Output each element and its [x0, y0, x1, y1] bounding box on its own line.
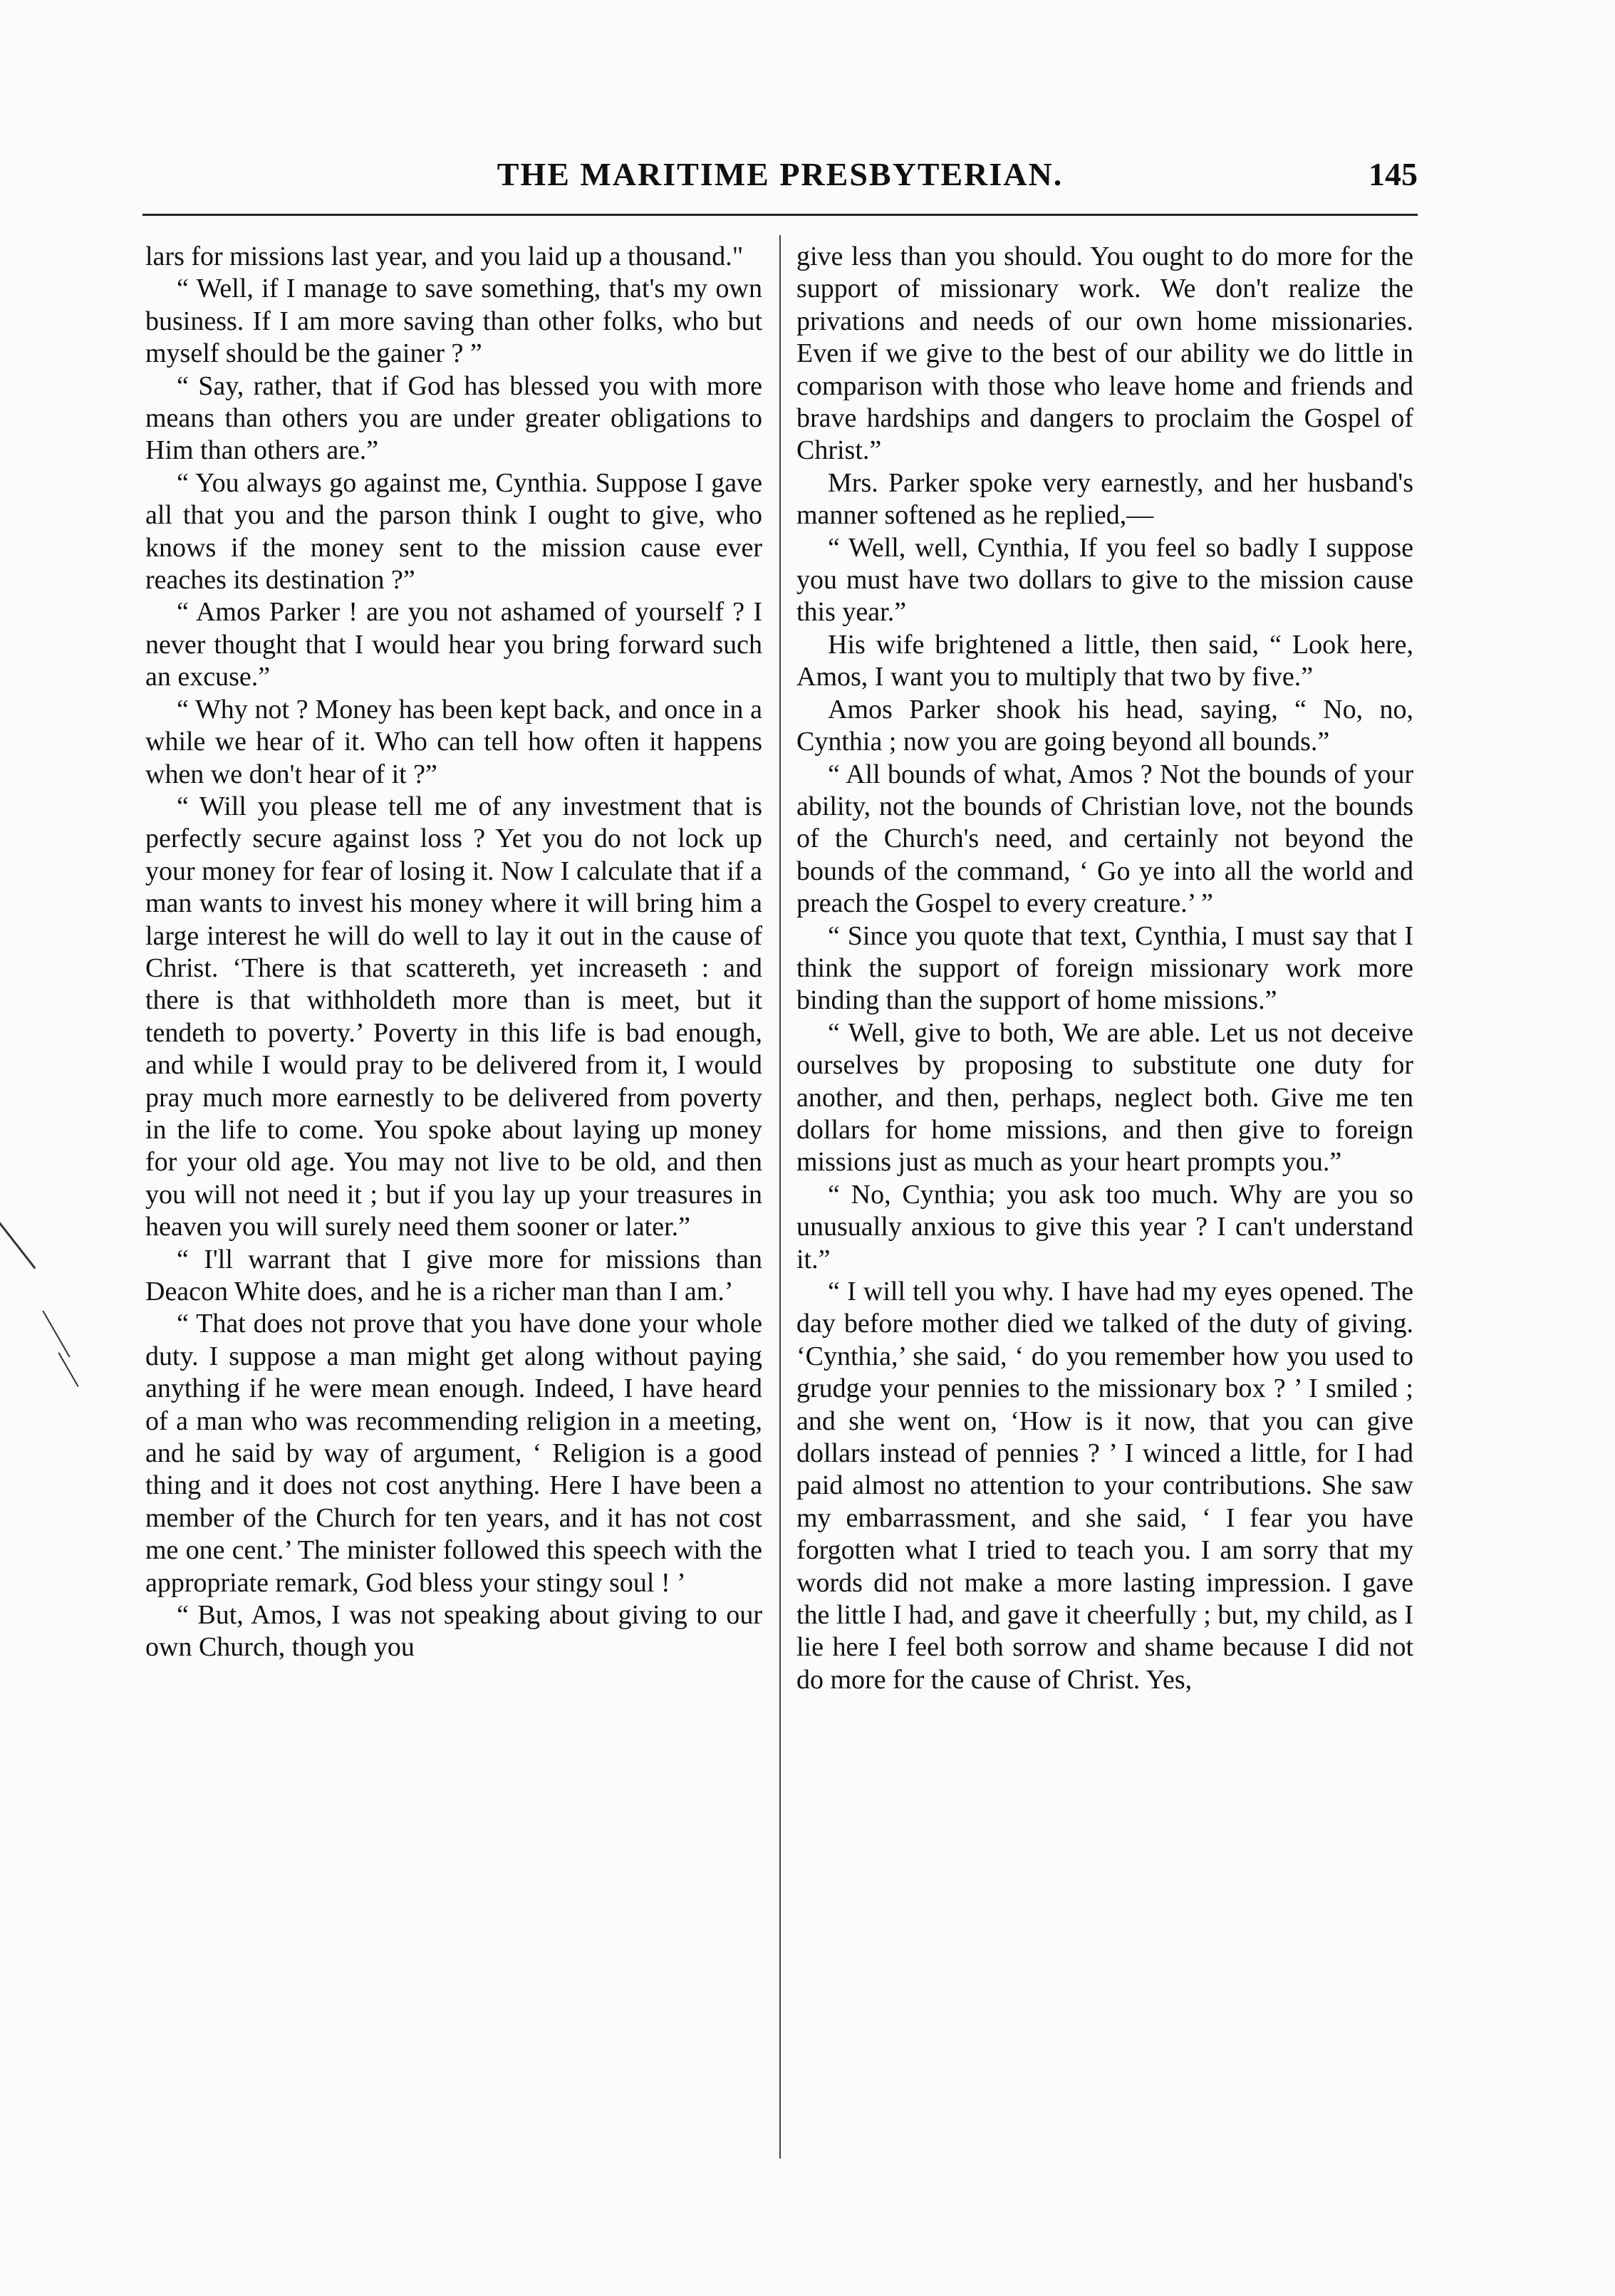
- paragraph: “ Since you quote that text, Cynthia, I must say that I think the support of foreign missionary work more binding than the support of home missions.”: [796, 920, 1413, 1016]
- page-number: 145: [1369, 156, 1418, 192]
- paragraph: “ I will tell you why. I have had my eyes opened. The day before mother died we talked of the duty of giving. ‘Cynthia,’ she said, ‘ do you remember how you used to grudge your pennies to the missionary box ? ’ I smiled ; and she went on, ‘How is it now, that you can give dollars instead of pennies ? ’ I winced a little, for I had paid almost no attention to your contributions. She saw my embarrassment, and she said, ‘ I fear you have forgotten what I tried to teach you. I am sorry that my words did not make a more lasting impression. I gave the little I had, and gave it cheerfully ; but, my child, as I lie here I feel both sorrow and shame because I did not do more for the cause of Christ. Yes,: [796, 1277, 1413, 1695]
- paragraph: lars for missions last year, and you laid up a thousand.": [145, 241, 744, 271]
- scan-mark: [42, 1311, 70, 1358]
- publication-title: THE MARITIME PRESBYTERIAN.: [497, 156, 1064, 192]
- paragraph: “ Why not ? Money has been kept back, and once in a while we hear of it. Who can tell how often it happens when we don't hear of it ?”: [145, 694, 762, 789]
- paragraph: “ You always go against me, Cynthia. Suppose I gave all that you and the parson think I ought to give, who knows if the money sent to the mission cause ever reaches its destination ?”: [145, 467, 762, 596]
- paragraph: “ Will you please tell me of any investment that is perfectly secure against loss ? Yet you do not lock up your money for fear of losing it. Now I calculate that if a man wants to invest his money where it will bring him a large interest he will do well to lay it out in the cause of Christ. ‘There is that scattereth, yet increaseth : and there is that withholdeth more than is meet, but it tendeth to poverty.’ Poverty in this life is bad enough, and while I would pray to be delivered from it, I would pray much more earnestly to be delivered from poverty in the life to come. You spoke about laying up money for your old age. You may not live to be old, and then you will not need it ; but if you lay up your treasures in heaven you will surely need them sooner or later.”: [145, 791, 762, 1242]
- header-rule: [142, 214, 1418, 216]
- paragraph: “ Well, if I manage to save something, that's my own business. If I am more saving than other folks, who but myself should be the gainer ? ”: [145, 274, 762, 369]
- paragraph: “ Well, well, Cynthia, If you feel so badly I suppose you must have two dollars to give to the mission cause this year.”: [796, 532, 1413, 628]
- right-column: [796, 241, 1413, 1696]
- paragraph: “ All bounds of what, Amos ? Not the bounds of your ability, not the bounds of Christian love, not the bounds of the Church's need, and certainly not beyond the bounds of the command, ‘ Go ye into all the world and preach the Gospel to every creature.’ ”: [796, 759, 1413, 919]
- scan-mark: [0, 1217, 36, 1269]
- paragraph: “ Say, rather, that if God has blessed you with more means than others you are under greater obligations to Him than others are.”: [145, 370, 762, 466]
- paragraph: “ Amos Parker ! are you not ashamed of yourself ? I never thought that I would hear you bring forward such an excuse.”: [145, 597, 762, 692]
- paragraph: “ But, Amos, I was not speaking about giving to our own Church, though you: [145, 1600, 762, 1663]
- paragraph: “ Well, give to both, We are able. Let us not deceive ourselves by proposing to substitute one duty for another, and then, perhaps, neglect both. Give me ten dollars for home missions, and then give to foreign missions just as much as your heart prompts you.”: [796, 1017, 1413, 1178]
- paragraph: Mrs. Parker spoke very earnestly, and her husband's manner softened as he replied,—: [796, 467, 1413, 531]
- paragraph: “ That does not prove that you have done your whole duty. I suppose a man might get along without paying anything if he were mean enough. Indeed, I have heard of a man who was recommending religion in a meeting, and he said by way of argument, ‘ Religion is a good thing and it does not cost anything. Here I have been a member of the Church for ten years, and it has not cost me one cent.’ The minister followed this speech with the appropriate remark, God bless your stingy soul ! ’: [145, 1309, 762, 1598]
- paragraph: “ No, Cynthia; you ask too much. Why are you so unusually anxious to give this year ? I can't understand it.”: [796, 1179, 1413, 1274]
- column-divider: [779, 235, 781, 2159]
- left-column: [145, 241, 762, 1664]
- paragraph: His wife brightened a little, then said, “ Look here, Amos, I want you to multiply that two by five.”: [796, 629, 1413, 692]
- paragraph: give less than you should. You ought to do more for the support of missionary work. We don't realize the privations and needs of our own home missionaries. Even if we give to the best of our ability we do little in comparison with those who leave home and friends and brave hardships and dangers to proclaim the Gospel of Christ.”: [796, 241, 1413, 466]
- paragraph: Amos Parker shook his head, saying, “ No, no, Cynthia ; now you are going beyond all bounds.”: [796, 694, 1413, 757]
- running-header: [142, 155, 1418, 202]
- paragraph: “ I'll warrant that I give more for missions than Deacon White does, and he is a richer man than I am.’: [145, 1244, 762, 1307]
